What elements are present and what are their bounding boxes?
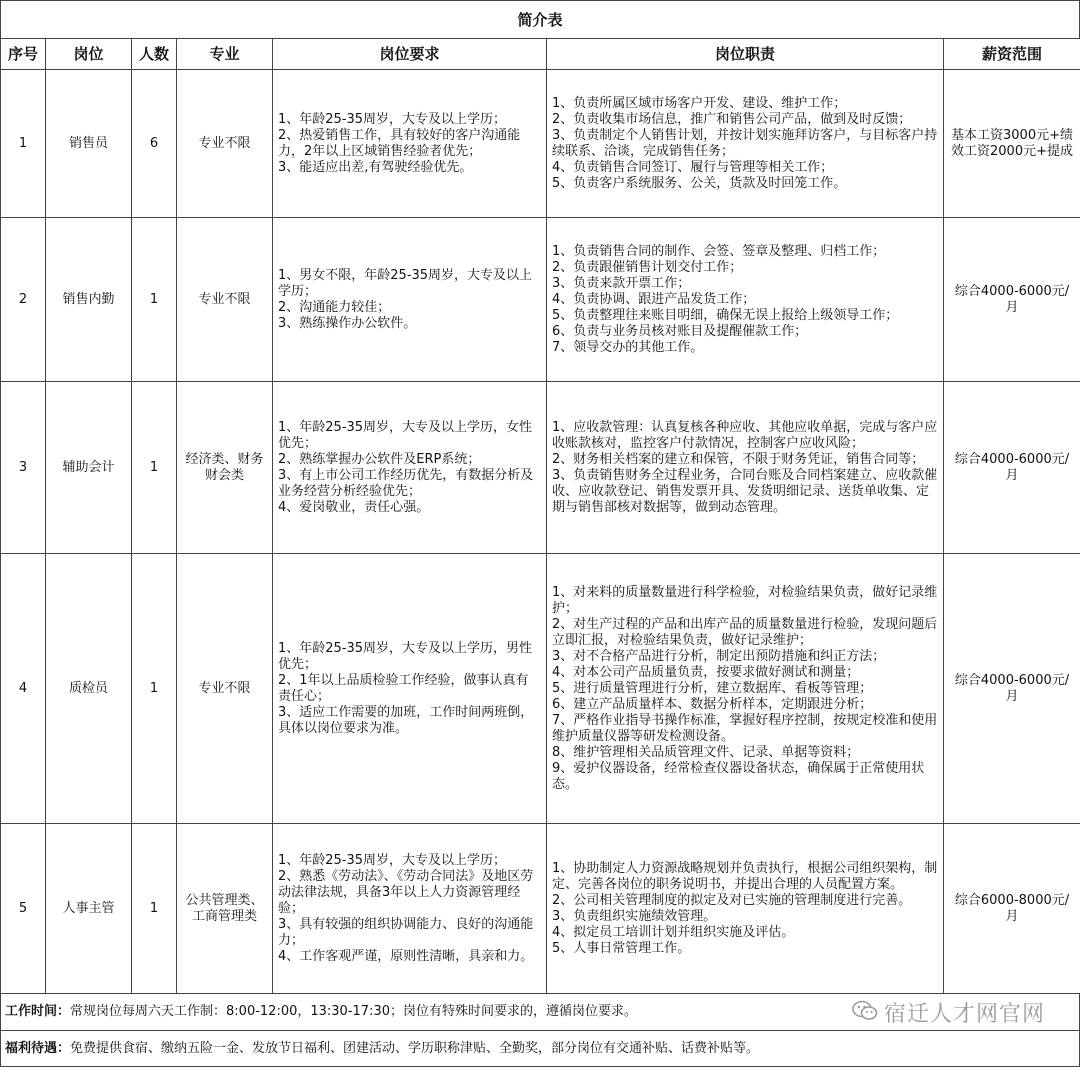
row-major: 专业不限 <box>177 554 273 824</box>
row-position: 销售内勤 <box>46 218 132 382</box>
duty-item: 4、负责销售合同签订、履行与管理等相关工作； <box>552 159 834 175</box>
header-count: 人数 <box>132 39 177 70</box>
duty-item: 9、爱护仪器设备，经常检查仪器设备状态，确保属于正常使用状态。 <box>552 760 925 792</box>
table-row <box>1 824 1080 994</box>
header-major: 专业 <box>177 39 273 70</box>
row-salary: 综合4000-6000元/月 <box>944 554 1080 824</box>
row-count: 1 <box>132 218 177 382</box>
row-position: 销售员 <box>46 70 132 218</box>
row-position: 辅助会计 <box>46 382 132 554</box>
requirement-item: 2、1年以上品质检验工作经验，做事认真有责任心； <box>278 672 529 704</box>
duty-item: 1、对来料的质量数量进行科学检验，对检验结果负责，做好记录维护； <box>552 584 938 616</box>
requirement-item: 4、爱岗敬业，责任心强。 <box>278 499 430 515</box>
row-duties <box>547 824 944 994</box>
header-duties: 岗位职责 <box>547 39 944 70</box>
row-no: 1 <box>1 70 46 218</box>
table-row <box>1 218 1080 382</box>
row-salary: 基本工资3000元+绩效工资2000元+提成 <box>944 70 1080 218</box>
duty-item: 5、人事日常管理工作。 <box>552 940 691 956</box>
row-major: 经济类、财务财会类 <box>177 382 273 554</box>
watermark-text: 宿迁人才网官网 <box>883 1002 1045 1027</box>
requirement-item: 3、有上市公司工作经历优先，有数据分析及业务经营分析经验优先； <box>278 467 534 499</box>
row-duties <box>547 382 944 554</box>
row-major: 专业不限 <box>177 70 273 218</box>
duty-item: 7、领导交办的其他工作。 <box>552 339 704 355</box>
row-no: 2 <box>1 218 46 382</box>
row-no: 5 <box>1 824 46 994</box>
requirement-item: 1、年龄25-35周岁，大专及以上学历； <box>278 111 507 127</box>
row-requirements <box>273 218 547 382</box>
requirement-item: 2、沟通能力较佳； <box>278 299 391 315</box>
requirement-item: 1、年龄25-35周岁，大专及以上学历； <box>278 852 507 868</box>
requirement-item: 2、熟悉《劳动法》、《劳动合同法》及地区劳动法律法规，具备3年以上人力资源管理经验； <box>278 868 534 916</box>
watermark <box>852 1000 1045 1028</box>
requirement-item: 1、男女不限，年龄25-35周岁，大专及以上学历； <box>278 267 533 299</box>
table-row <box>1 70 1080 218</box>
duty-item: 2、公司相关管理制度的拟定及对已实施的管理制度进行完善。 <box>552 892 912 908</box>
row-duties <box>547 218 944 382</box>
header-salary: 薪资范围 <box>944 39 1080 70</box>
duty-item: 3、负责组织实施绩效管理。 <box>552 908 717 924</box>
duty-item: 2、财务相关档案的建立和保管，不限于财务凭证，销售合同等； <box>552 451 925 467</box>
duty-item: 4、负责协调、跟进产品发货工作； <box>552 291 756 307</box>
table-header-row <box>1 39 1080 70</box>
job-table <box>0 38 1080 994</box>
welfare-label: 福利待遇： <box>5 1041 71 1056</box>
work-time-label: 工作时间： <box>5 1004 71 1019</box>
work-time-text: 常规岗位每周六天工作制：8:00-12:00，13:30-17:30；岗位有特殊时间要求的，遵循岗位要求。 <box>70 1004 637 1019</box>
row-position: 人事主管 <box>46 824 132 994</box>
row-salary: 综合4000-6000元/月 <box>944 382 1080 554</box>
table-title: 简介表 <box>0 0 1080 38</box>
row-requirements <box>273 554 547 824</box>
welfare-row <box>1 1030 1079 1066</box>
duty-item: 2、负责跟催销售计划交付工作； <box>552 259 743 275</box>
duty-item: 5、负责客户系统服务、公关，货款及时回笼工作。 <box>552 175 847 191</box>
row-requirements <box>273 70 547 218</box>
duty-item: 4、拟定员工培训计划并组织实施及评估。 <box>552 924 795 940</box>
row-requirements <box>273 382 547 554</box>
duty-item: 4、对本公司产品质量负责，按要求做好测试和测量； <box>552 664 860 680</box>
duty-item: 5、负责整理往来账目明细，确保无误上报给上级领导工作； <box>552 307 899 323</box>
row-count: 6 <box>132 70 177 218</box>
row-position: 质检员 <box>46 554 132 824</box>
duty-item: 7、严格作业指导书操作标准，掌握好程序控制，按规定校准和使用维护质量仪器等研发检测设备。 <box>552 712 938 744</box>
header-position: 岗位 <box>46 39 132 70</box>
duty-item: 6、建立产品质量样本、数据分析样本，定期跟进分析； <box>552 696 873 712</box>
duty-item: 1、协助制定人力资源战略规划并负责执行，根据公司组织架构，制定、完善各岗位的职务说明书，并提出合理的人员配置方案。 <box>552 860 938 892</box>
duty-item: 3、负责来款开票工作； <box>552 275 691 291</box>
wechat-icon <box>852 1000 878 1030</box>
duty-item: 6、负责与业务员核对账目及提醒催款工作； <box>552 323 808 339</box>
duty-item: 1、应收款管理：认真复核各种应收、其他应收单据，完成与客户应收账款核对，监控客户付款情况，控制客户应收风险； <box>552 419 938 451</box>
requirement-item: 3、具有较强的组织协调能力、良好的沟通能力； <box>278 916 534 948</box>
row-count: 1 <box>132 382 177 554</box>
duty-item: 5、进行质量管理进行分析，建立数据库、看板等管理； <box>552 680 873 696</box>
duty-item: 3、负责销售财务全过程业务，合同台账及合同档案建立、应收款催收、应收款登记、销售发票开具、发货明细记录、送货单收集、定期与销售部核对数据等，做到动态管理。 <box>552 467 938 515</box>
duty-item: 1、负责所属区域市场客户开发、建设、维护工作； <box>552 95 847 111</box>
duty-item: 8、维护管理相关品质管理文件、记录、单据等资料； <box>552 744 860 760</box>
header-no: 序号 <box>1 39 46 70</box>
row-no: 3 <box>1 382 46 554</box>
requirement-item: 3、适应工作需要的加班，工作时间两班倒，具体以岗位要求为准。 <box>278 704 534 736</box>
work-time-row <box>1 994 1079 1030</box>
requirement-item: 3、能适应出差,有驾驶经验优先。 <box>278 159 473 175</box>
table-row <box>1 382 1080 554</box>
requirement-item: 3、熟练操作办公软件。 <box>278 315 417 331</box>
requirement-item: 4、工作客观严谨，原则性清晰，具亲和力。 <box>278 948 534 964</box>
table-row <box>1 554 1080 824</box>
duty-item: 2、负责收集市场信息，推广和销售公司产品，做到及时反馈； <box>552 111 912 127</box>
header-requirements: 岗位要求 <box>273 39 547 70</box>
duty-item: 2、对生产过程的产品和出库产品的质量数量进行检验，发现问题后立即汇报，对检验结果负责，做好记录维护； <box>552 616 938 648</box>
duty-item: 3、负责制定个人销售计划，并按计划实施拜访客户，与目标客户持续联系、洽谈，完成销售任务； <box>552 127 938 159</box>
row-duties <box>547 70 944 218</box>
row-salary: 综合4000-6000元/月 <box>944 218 1080 382</box>
table-footer <box>0 994 1080 1067</box>
requirement-item: 1、年龄25-35周岁，大专及以上学历，男性优先； <box>278 640 533 672</box>
row-major: 专业不限 <box>177 218 273 382</box>
requirement-item: 1、年龄25-35周岁，大专及以上学历，女性优先； <box>278 419 533 451</box>
row-salary: 综合6000-8000元/月 <box>944 824 1080 994</box>
row-no: 4 <box>1 554 46 824</box>
duty-item: 3、对不合格产品进行分析，制定出预防措施和纠正方法； <box>552 648 886 664</box>
row-major: 公共管理类、工商管理类 <box>177 824 273 994</box>
requirement-item: 2、熟练掌握办公软件及ERP系统； <box>278 451 481 467</box>
requirement-item: 2、热爱销售工作，具有较好的客户沟通能力，2年以上区域销售经验者优先； <box>278 127 521 159</box>
row-count: 1 <box>132 554 177 824</box>
welfare-text: 免费提供食宿、缴纳五险一金、发放节日福利、团建活动、学历职称津贴、全勤奖，部分岗位有交通补贴、话费补贴等。 <box>70 1041 760 1056</box>
row-count: 1 <box>132 824 177 994</box>
duty-item: 1、负责销售合同的制作、会签、签章及整理、归档工作； <box>552 243 886 259</box>
row-duties <box>547 554 944 824</box>
row-requirements <box>273 824 547 994</box>
